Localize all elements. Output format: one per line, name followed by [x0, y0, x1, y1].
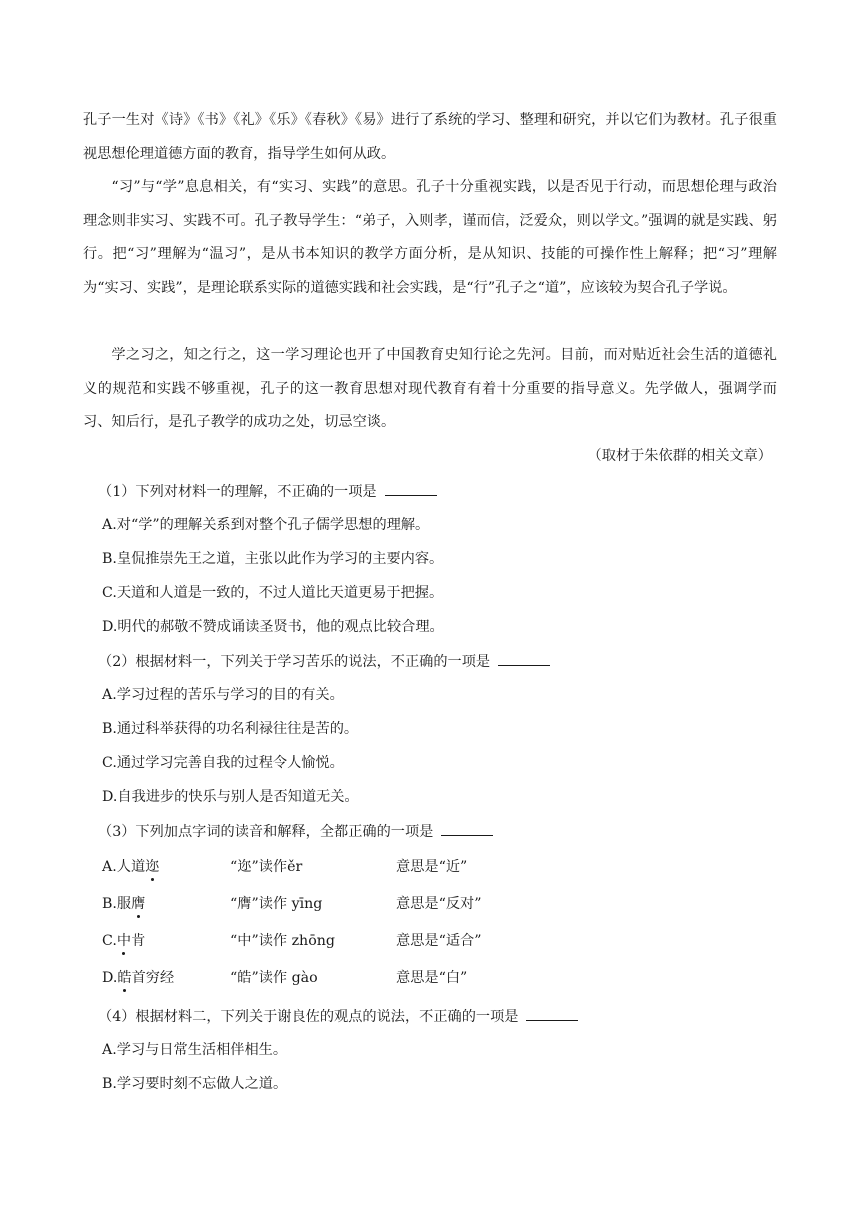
option-reading: “中”读作 zhōng	[230, 933, 335, 949]
question-3-option-a	[102, 857, 622, 879]
question-3-stem: （3）下列加点字词的读音和解释，全都正确的一项是	[98, 824, 434, 840]
option-meaning: 意思是“白”	[396, 970, 468, 986]
answer-blank	[385, 481, 437, 496]
question-1	[98, 481, 437, 502]
question-1-option-d: D.明代的郝敬不赞成诵读圣贤书，他的观点比较合理。	[102, 619, 444, 635]
option-word: A.人道迩	[102, 857, 159, 877]
option-meaning: 意思是“反对”	[396, 896, 482, 912]
question-3	[98, 821, 493, 842]
dotted-character: 膺	[131, 896, 145, 912]
option-meaning: 意思是“适合”	[396, 933, 482, 949]
dotted-character: 迩	[145, 859, 159, 875]
question-2-option-a: A.学习过程的苦乐与学习的目的有关。	[102, 687, 344, 703]
question-2-option-d: D.自我进步的快乐与别人是否知道无关。	[102, 789, 359, 805]
option-reading: “膺”读作 yīng	[230, 896, 323, 912]
source-citation: （取材于朱依群的相关文章）	[587, 448, 772, 464]
option-word: C.中 肯	[102, 931, 145, 951]
option-meaning: 意思是“近”	[396, 859, 468, 875]
option-reading: “迩”读作ěr	[230, 859, 303, 875]
question-1-option-a: A.对“学”的理解关系到对整个孔子儒学思想的理解。	[102, 517, 430, 533]
material-paragraph-2: “习”与“学”息息相关，有“实习、实践”的意思。孔子十分重视实践，以是否见于行动，而思想伦理与政治理念则非实习、实践不可。孔子教导学生：“弟子，入则孝，谨而信，泛爱众，则以学文。”强调的就是实践、躬行。把“习”理解为“温习”，是从书本知识的教学方面分析，是从知识、技能的可操作性上解释；把“习”理解为“实习、实践”，是理论联系实际的道德实践和社会实践，是“行”孔子之“道”，应该较为契合孔子学说。	[83, 179, 777, 296]
question-2	[98, 651, 550, 672]
question-4	[98, 1006, 578, 1027]
material-paragraph-1: 孔子一生对《诗》《书》《礼》《乐》《春秋》《易》进行了系统的学习、整理和研究，并以它们为教材。孔子很重视思想伦理道德方面的教育，指导学生如何从政。	[83, 112, 777, 162]
question-2-option-b: B.通过科举获得的功名利禄往往是苦的。	[102, 721, 359, 737]
question-3-option-b	[102, 894, 622, 916]
dotted-character: 皓	[117, 970, 131, 986]
question-3-option-c	[102, 931, 622, 953]
question-1-option-b: B.皇侃推崇先王之道，主张以此作为学习的主要内容。	[102, 551, 444, 567]
answer-blank	[526, 1006, 578, 1021]
question-4-stem: （4）根据材料二，下列关于谢良佐的观点的说法，不正确的一项是	[98, 1009, 519, 1025]
question-1-stem: （1）下列对材料一的理解，不正确的一项是	[98, 484, 377, 500]
option-word: D.皓 首穷经	[102, 968, 174, 988]
dotted-character: 中	[117, 933, 131, 949]
option-reading: “皓”读作 gào	[230, 970, 318, 986]
question-2-option-c: C.通过学习完善自我的过程令人愉悦。	[102, 755, 344, 771]
question-2-stem: （2）根据材料一，下列关于学习苦乐的说法，不正确的一项是	[98, 654, 491, 670]
answer-blank	[441, 821, 493, 836]
answer-blank	[498, 651, 550, 666]
option-word: B.服膺	[102, 894, 145, 914]
question-3-option-d	[102, 968, 622, 990]
question-4-option-a: A.学习与日常生活相伴相生。	[102, 1042, 288, 1058]
question-1-option-c: C.天道和人道是一致的，不过人道比天道更易于把握。	[102, 585, 444, 601]
material-paragraph-3: 学之习之，知之行之，这一学习理论也开了中国教育史知行论之先河。目前，而对贴近社会生活的道德礼义的规范和实践不够重视，孔子的这一教育思想对现代教育有着十分重要的指导意义。先学做人，强调学而习、知后行，是孔子教学的成功之处，切忌空谈。	[83, 347, 777, 430]
question-4-option-b: B.学习要时刻不忘做人之道。	[102, 1076, 288, 1092]
